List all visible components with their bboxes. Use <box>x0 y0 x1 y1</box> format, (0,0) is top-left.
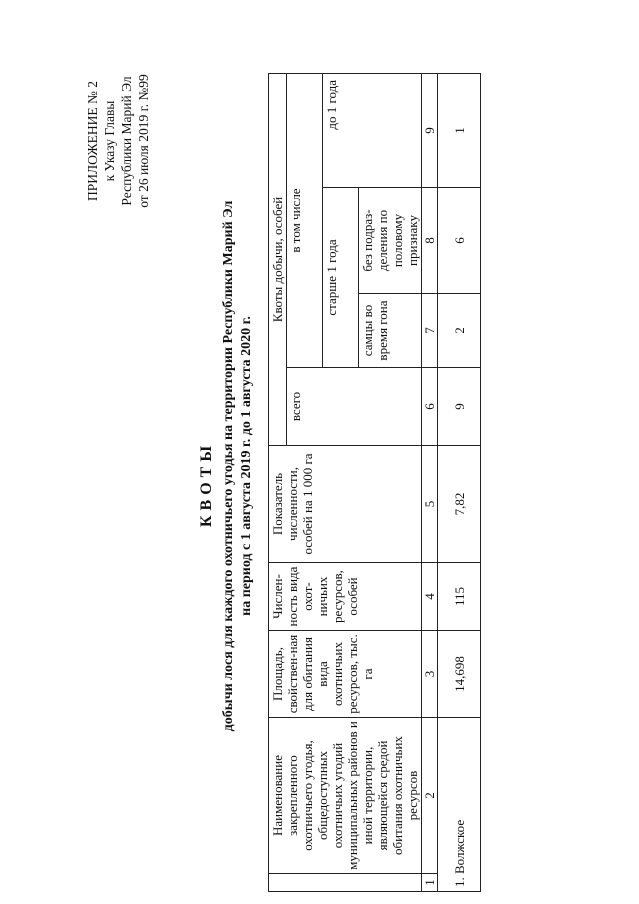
header-males-rut: самцы во время гона <box>359 294 422 368</box>
col-number: 8 <box>422 188 438 294</box>
col-number: 3 <box>422 631 438 718</box>
header-name: Наименование закрепленного охотничьего угодья, общедоступных охотничьих угодий муниципальных районов и иной территории, являющейся средой обитания охотничьих ресурсов <box>269 718 422 874</box>
row-under-1-year: 1 <box>438 74 481 188</box>
row-name: 1. Волжское <box>438 718 481 892</box>
row-total: 9 <box>438 368 481 446</box>
row-density: 7,82 <box>438 446 481 563</box>
column-number-row <box>422 74 438 892</box>
col-number: 2 <box>422 718 438 874</box>
appendix-line-3: Республики Марий Эл <box>119 76 134 206</box>
header-quota: Квоты добычи, особей <box>269 74 287 446</box>
subtitle-line-2: на период с 1 августа 2019 г. до 1 августа 2020 г. <box>239 316 254 616</box>
quota-table <box>268 73 481 892</box>
header-older-than-1-year: старше 1 года <box>323 188 359 368</box>
row-males-rut: 2 <box>438 294 481 368</box>
document-subtitle <box>220 116 256 816</box>
header-total: всего <box>287 368 422 446</box>
col-number: 9 <box>422 74 438 188</box>
header-col-1 <box>269 874 422 892</box>
header-area: Площадь, свойствен-ная для обитания вида охотничьих ресурсов, тыс. га <box>269 631 422 718</box>
col-number: 5 <box>422 446 438 563</box>
appendix-line-2: к Указу Главы <box>102 100 117 182</box>
header-including: в том числе <box>287 74 323 368</box>
header-under-1-year: до 1 года <box>323 74 422 188</box>
row-area: 14,698 <box>438 631 481 718</box>
document-title: КВОТЫ <box>198 440 215 528</box>
col-number: 4 <box>422 563 438 631</box>
col-number: 1 <box>422 874 438 892</box>
row-population: 115 <box>438 563 481 631</box>
header-population: Числен-ность вида охот-ничьих ресурсов, особей <box>269 563 422 631</box>
appendix-block <box>84 21 152 261</box>
appendix-line-4: от 26 июля 2019 г. №99 <box>136 74 151 208</box>
subtitle-line-1: добычи лося для каждого охотничьего угодья на территории Республики Марий Эл <box>221 200 236 732</box>
col-number: 6 <box>422 368 438 446</box>
col-number: 7 <box>422 294 438 368</box>
header-no-sex-division: без подраз-деления по половому признаку <box>359 188 422 294</box>
table-row <box>438 74 481 892</box>
header-density: Показатель численности, особей на 1 000 га <box>269 446 422 563</box>
row-no-sex-division: 6 <box>438 188 481 294</box>
appendix-line-1: ПРИЛОЖЕНИЕ № 2 <box>85 80 100 202</box>
